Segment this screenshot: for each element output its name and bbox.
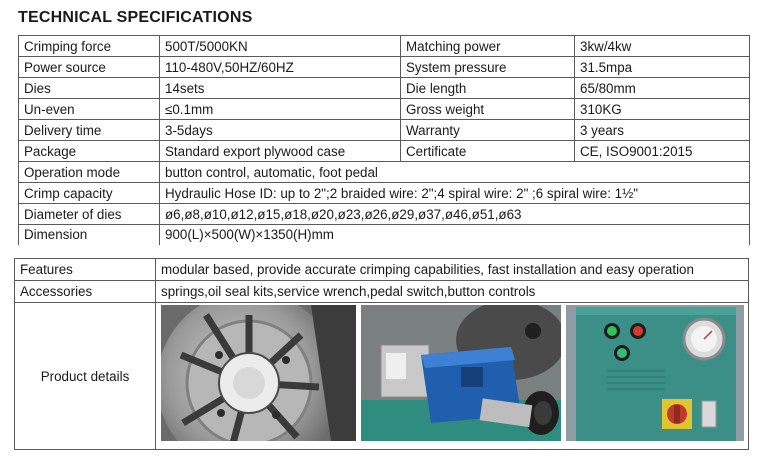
spec-value: 3kw/4kw <box>575 36 750 57</box>
spec-value: 31.5mpa <box>575 57 750 78</box>
spec-label: Certificate <box>401 141 575 162</box>
table-row <box>19 78 750 99</box>
spec-value: 310KG <box>575 99 750 120</box>
spec-value: 900(L)×500(W)×1350(H)mm <box>160 225 750 246</box>
spec-label: Package <box>19 141 160 162</box>
features-label: Features <box>15 259 156 281</box>
table-row <box>19 141 750 162</box>
spec-label: Gross weight <box>401 99 575 120</box>
spec-label: Crimping force <box>19 36 160 57</box>
spec-value: ≤0.1mm <box>160 99 401 120</box>
table-row <box>19 183 750 204</box>
spec-value: 14sets <box>160 78 401 99</box>
spec-label: Die length <box>401 78 575 99</box>
crimping-dies-photo <box>161 305 356 441</box>
spec-value: 500T/5000KN <box>160 36 401 57</box>
table-row <box>19 36 750 57</box>
spec-value: Hydraulic Hose ID: up to 2";2 braided wire: 2";4 spiral wire: 2" ;6 spiral wire: 1½" <box>160 183 750 204</box>
table-row <box>19 99 750 120</box>
spec-value: ø6,ø8,ø10,ø12,ø15,ø18,ø20,ø23,ø26,ø29,ø37,ø46,ø51,ø63 <box>160 204 750 225</box>
spec-table <box>18 35 750 245</box>
control-box-photo <box>566 305 744 441</box>
page-title: TECHNICAL SPECIFICATIONS <box>18 9 253 26</box>
spec-label: Matching power <box>401 36 575 57</box>
accessories-label: Accessories <box>15 281 156 303</box>
table-row <box>19 204 750 225</box>
spec-label: Warranty <box>401 120 575 141</box>
spec-value: 3 years <box>575 120 750 141</box>
spec-label: System pressure <box>401 57 575 78</box>
features-value: modular based, provide accurate crimping capabilities, fast installation and easy operation <box>156 259 749 281</box>
table-row <box>15 303 749 450</box>
table-row <box>15 259 749 281</box>
product-details-label: Product details <box>15 303 156 450</box>
spec-label: Diameter of dies <box>19 204 160 225</box>
accessories-value: springs,oil seal kits,service wrench,pedal switch,button controls <box>156 281 749 303</box>
spec-label: Power source <box>19 57 160 78</box>
spec-label: Delivery time <box>19 120 160 141</box>
spec-label: Dies <box>19 78 160 99</box>
spec-label: Dimension <box>19 225 160 246</box>
spec-label: Operation mode <box>19 162 160 183</box>
spec-value: Standard export plywood case <box>160 141 401 162</box>
spec-value: 110-480V,50HZ/60HZ <box>160 57 401 78</box>
table-row <box>19 57 750 78</box>
table-row <box>15 281 749 303</box>
table-row <box>19 225 750 246</box>
spec-label: Un-even <box>19 99 160 120</box>
solenoid-valve-photo <box>361 305 561 441</box>
spec-value: button control, automatic, foot pedal <box>160 162 750 183</box>
spec-value: 3-5days <box>160 120 401 141</box>
product-photos <box>156 303 749 450</box>
features-table <box>14 258 749 450</box>
spec-value: 65/80mm <box>575 78 750 99</box>
spec-value: CE, ISO9001:2015 <box>575 141 750 162</box>
table-row <box>19 162 750 183</box>
spec-label: Crimp capacity <box>19 183 160 204</box>
table-row <box>19 120 750 141</box>
